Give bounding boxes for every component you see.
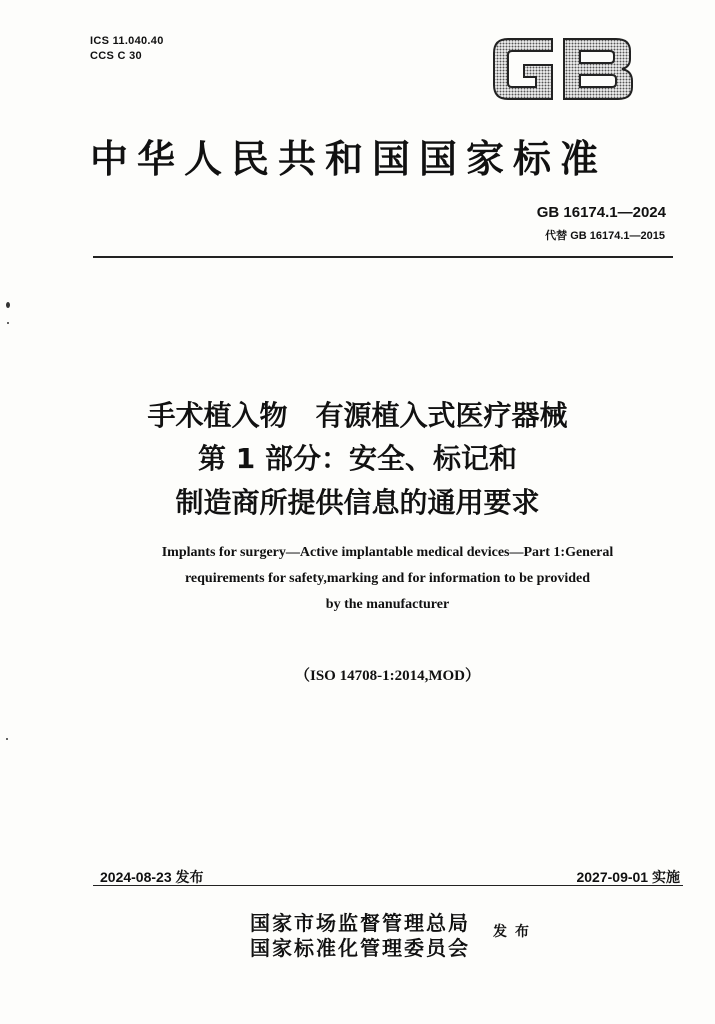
- footer-rule: [93, 885, 683, 886]
- title-cn-line-1: 手术植入物 有源植入式医疗器械: [147, 399, 568, 432]
- scan-speck: [6, 738, 8, 740]
- ccs-code: CCS C 30: [90, 50, 142, 62]
- effective-date: 2027-09-01 实施: [576, 869, 680, 885]
- title-cn-line-3: 制造商所提供信息的通用要求: [175, 486, 540, 519]
- header-rule: [93, 256, 673, 258]
- title-en-line-3: by the manufacturer: [325, 597, 450, 612]
- issuer-sac: 国家标准化管理委员会: [250, 936, 470, 960]
- publish-date: 2024-08-23 发布: [100, 869, 204, 885]
- standard-title: 中华人民共和国国家标准: [90, 136, 608, 181]
- gb-logo: [490, 33, 636, 105]
- scan-speck: [7, 322, 9, 324]
- issuer-samr: 国家市场监督管理总局: [250, 911, 470, 935]
- title-en-line-2: requirements for safety,marking and for information to be provided: [184, 571, 591, 586]
- title-en-line-1: Implants for surgery—Active implantable medical devices—Part 1:General: [161, 545, 614, 560]
- ics-code: ICS 11.040.40: [90, 35, 164, 47]
- adoption-note: （ISO 14708-1:2014,MOD）: [295, 668, 480, 684]
- standard-number: GB 16174.1—2024: [536, 204, 666, 221]
- issue-word: 发布: [493, 924, 537, 940]
- scan-speck: [6, 302, 10, 308]
- replaces-standard: 代替 GB 16174.1—2015: [545, 230, 665, 242]
- title-cn-line-2: 第 1 部分：安全、标记和: [198, 442, 517, 475]
- classification-codes: [90, 34, 164, 64]
